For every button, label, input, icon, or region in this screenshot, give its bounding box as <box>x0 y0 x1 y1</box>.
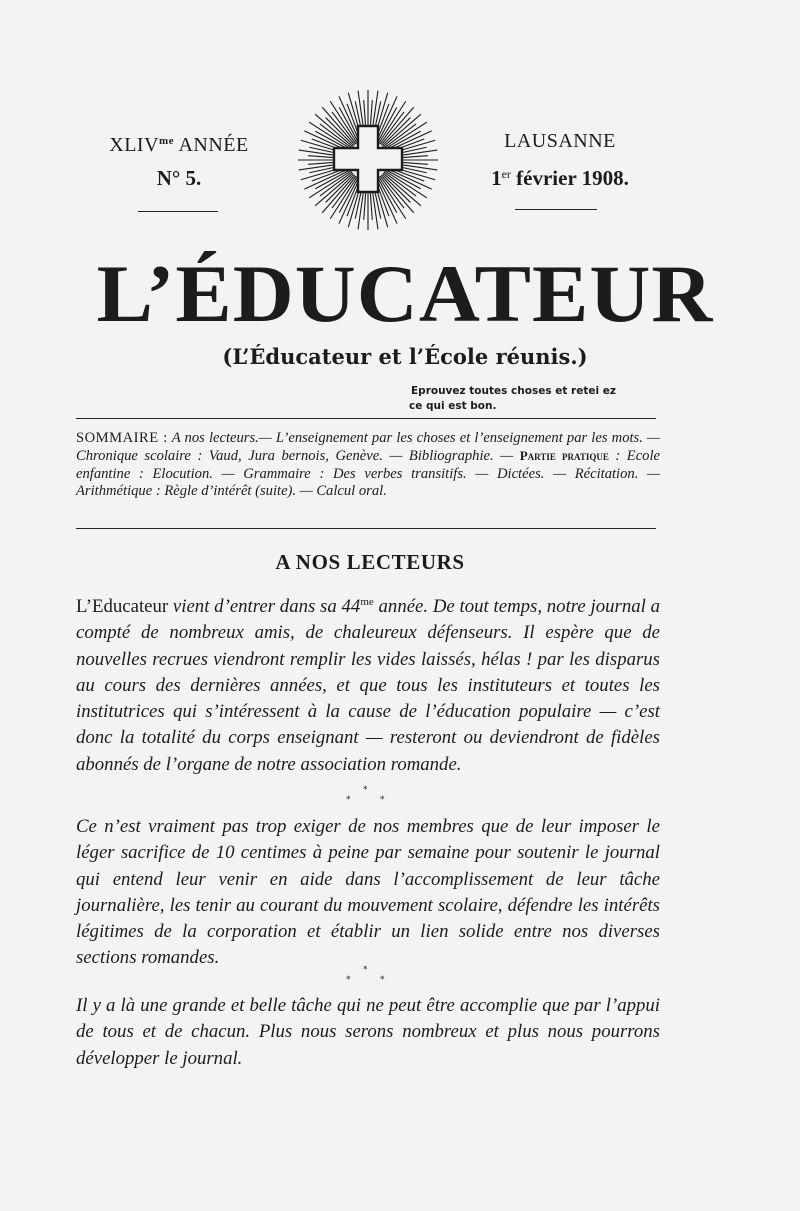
toc-label: SOMMAIRE : <box>76 430 168 446</box>
year-label: $XLIV^{me}$ ANNÉE <box>109 134 249 156</box>
swiss-cross-emblem-icon <box>296 88 440 232</box>
issue-date: 1er février 1908. <box>491 166 629 190</box>
masthead-right <box>465 130 655 189</box>
rule-bottom <box>76 528 656 529</box>
article-paragraph-1: L’Educateur vient d’entrer dans sa $44^{me}$ année. De tout temps, notre journal a compté de nombreux amis, de chaleureux défenseurs. Il espère que de nouvelles recrues viendront remplir les vides laissés, hélas ! par les disparus au cours des dernières années, et que tous les instituteurs et toutes les institutrices qui s’intéressent à la cause de l’éducation populaire — c’est donc la totalité du corps enseignant — resteront ou deviendront de fidèles abonnés de l’organe de notre association romande. <box>76 596 660 775</box>
city-label: LAUSANNE <box>504 130 616 152</box>
article-paragraph-3: Il y a là une grande et belle tâche qui ne peut être accomplie que par l’appui de tous et de chacun. Plus nous serons nombreux et plus nous pourrons développer le journal. <box>76 995 660 1069</box>
issue-number: N° 5. <box>156 166 202 190</box>
rule-top <box>76 418 656 419</box>
toc-part-2: Partie pratique <box>519 448 609 464</box>
asterism-2: * * * <box>346 965 385 985</box>
article-paragraph-2: Ce n’est vraiment pas trop exiger de nos membres que de leur imposer le léger sacrifice de 10 centimes à peine par semaine pour soutenir le journal qui entend leur venir en aide dans l’accomplissement de leur tâche journalière, les tenir au courant du mouvement scolaire, défendre les intérêts légitimes de la corporation et établir un lien solide entre nos diverses sections romandes. <box>76 816 660 969</box>
masthead-left <box>100 130 258 189</box>
masthead-right-rule <box>515 209 597 210</box>
journal-subtitle: (L’Éducateur et l’École réunis.) <box>222 344 588 369</box>
toc-part-3: : Ecole enfantine : Elocution. — Grammaire : Des verbes transitifs. — Dictées. — Récitation. — Arithmétique : Règle d’intérêt (suite). — Calcul oral. <box>76 448 661 499</box>
article-heading: A NOS LECTEURS <box>275 550 465 574</box>
toc-part-1: A nos lecteurs.— L’enseignement par les choses et l’enseignement par les mots. — Chronique scolaire : Vaud, Jura bernois, Genève. — Bibliographie. — <box>76 430 660 465</box>
motto-line-1: Eprouvez toutes choses et retei ez <box>411 385 616 397</box>
journal-title: L’ÉDUCATEUR <box>96 248 714 339</box>
masthead-left-rule <box>138 211 218 212</box>
table-of-contents <box>76 430 660 500</box>
asterism-1: * * * <box>346 785 385 805</box>
motto <box>411 384 661 414</box>
motto-line-2: ce qui est bon. <box>409 400 497 412</box>
